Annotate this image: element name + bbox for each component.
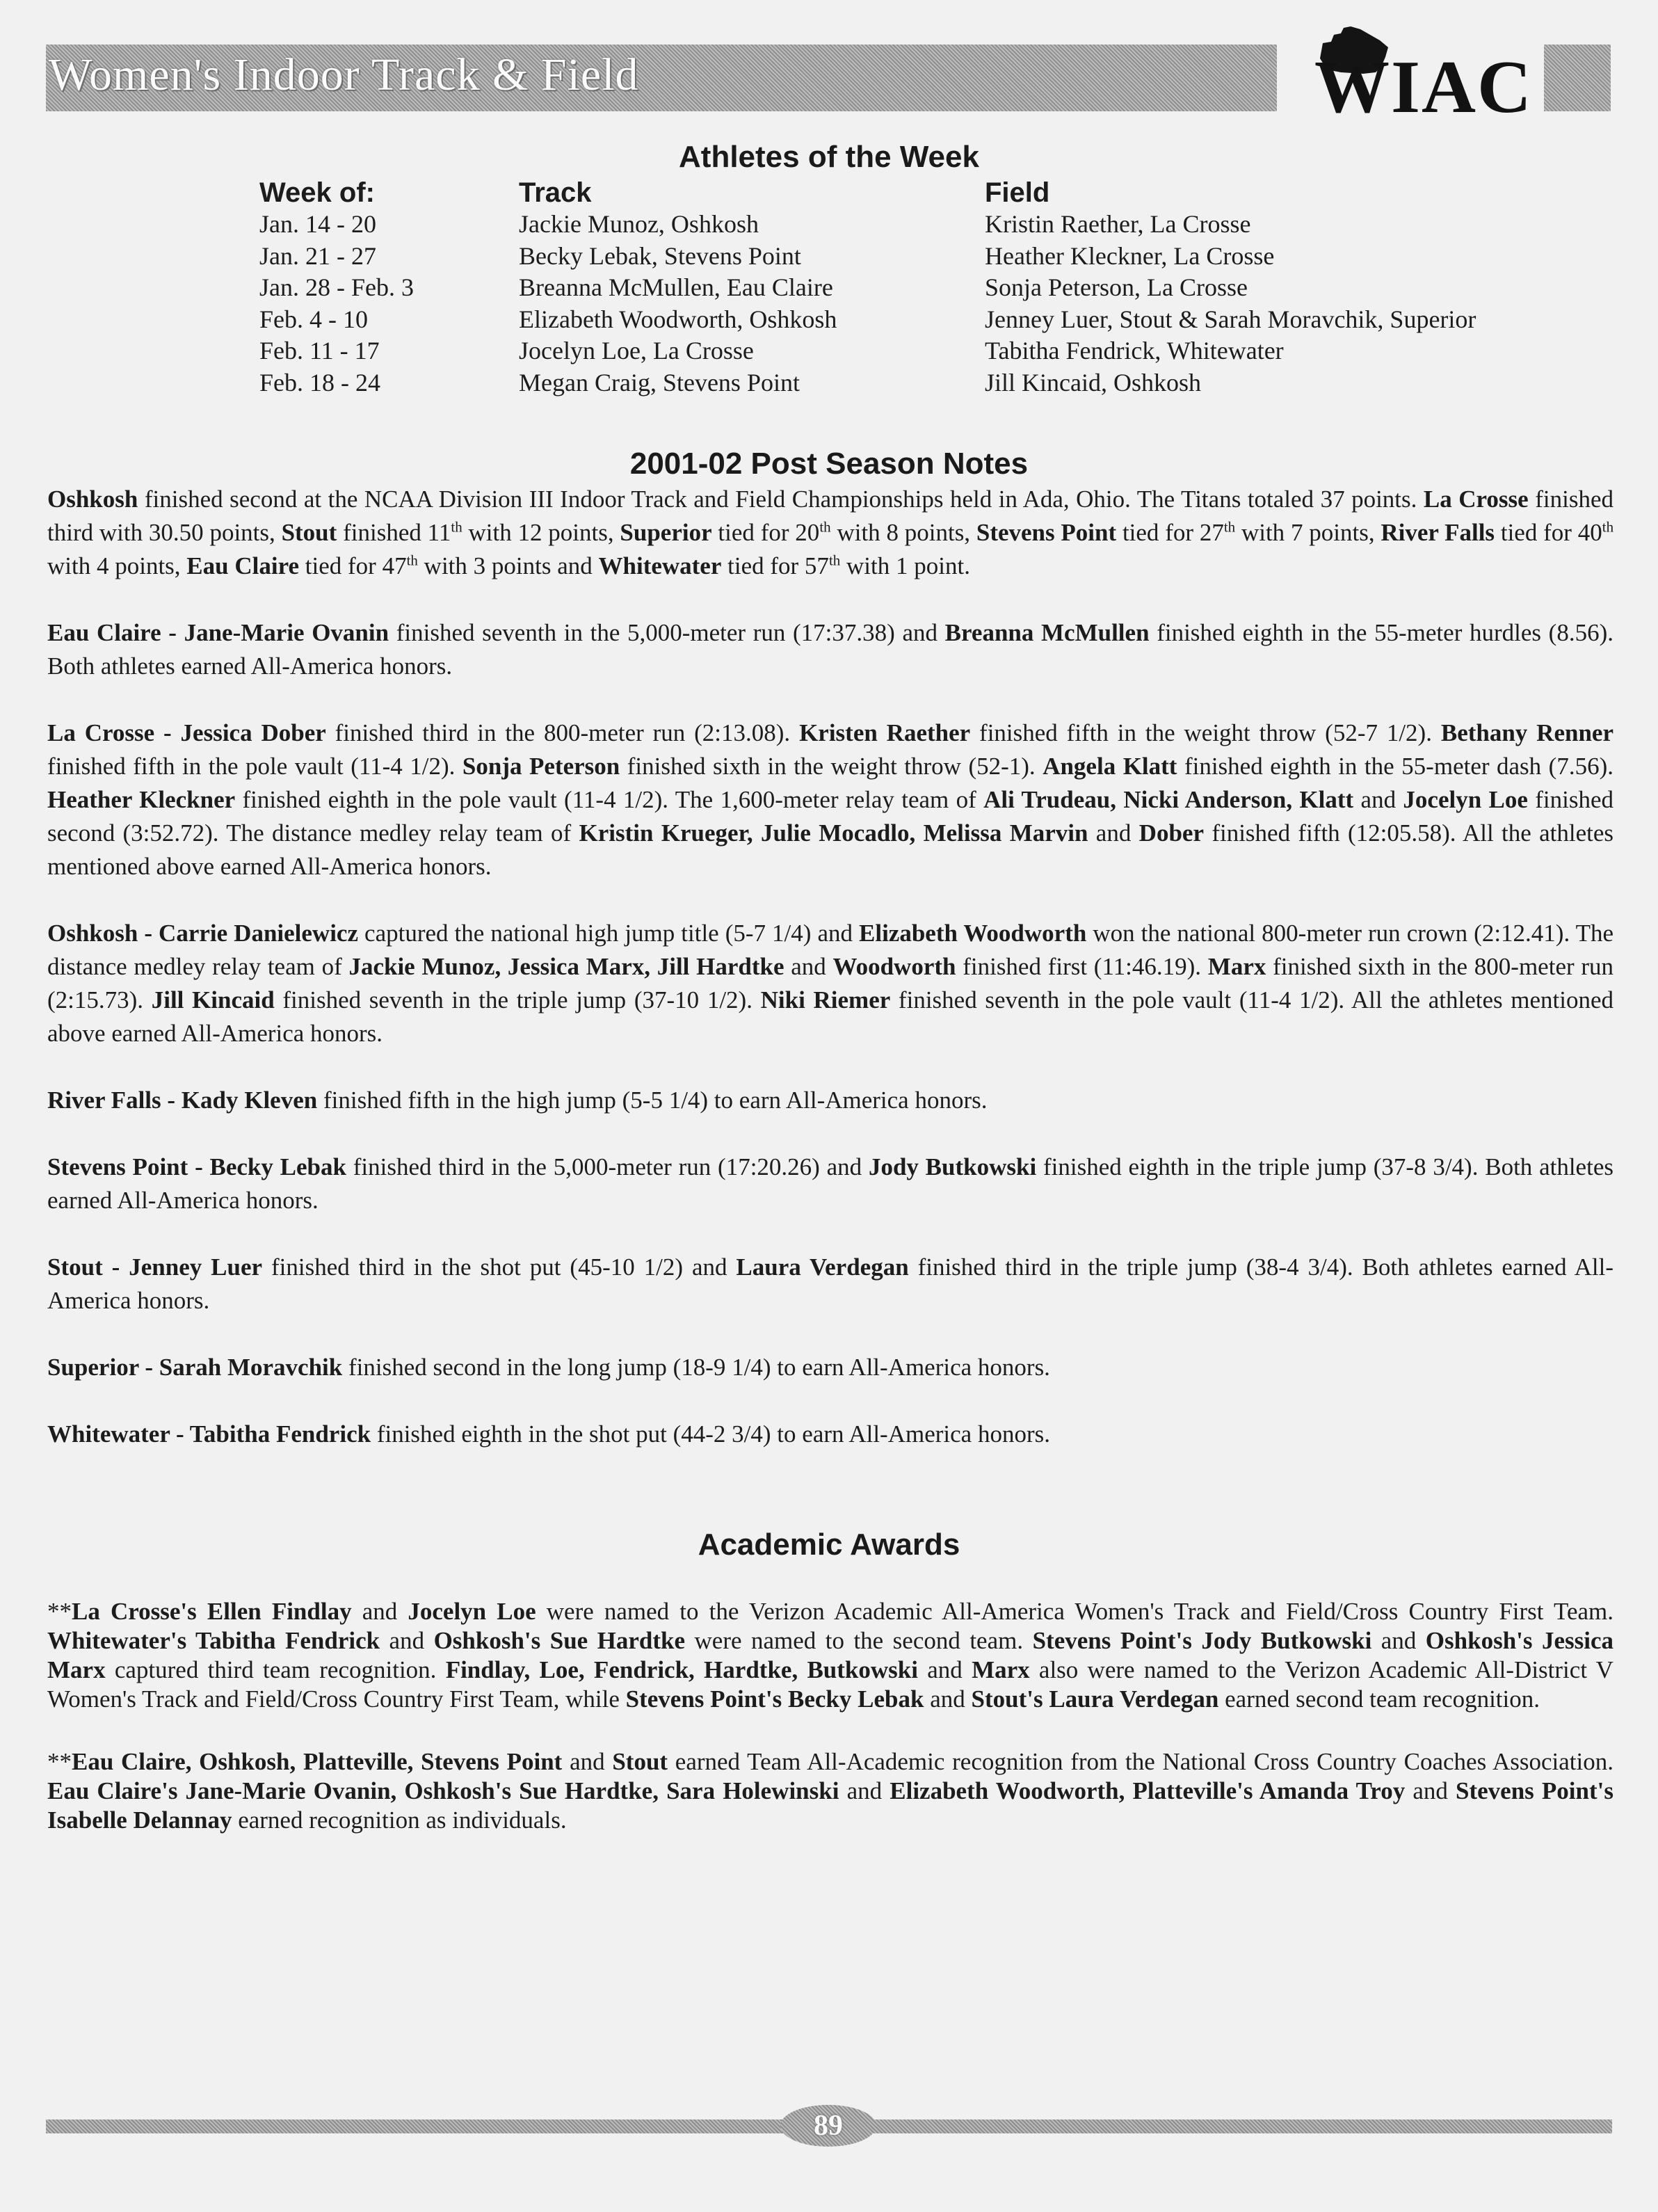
text-run: and xyxy=(1371,1627,1426,1654)
week-cell: Jan. 21 - 27 xyxy=(259,241,376,270)
text-run: tied for 47 xyxy=(299,552,407,579)
text-run: captured the national high jump title (5-7 1/4) and xyxy=(358,920,860,947)
bold-name-run: Jody Butkowski xyxy=(868,1153,1037,1180)
text-run: tied for 40 xyxy=(1495,519,1602,546)
week-cell: Feb. 11 - 17 xyxy=(259,337,380,365)
track-cell: Elizabeth Woodworth, Oshkosh xyxy=(519,305,837,333)
bold-name-run: Eau Claire xyxy=(186,552,300,579)
athletes-of-week-heading: Athletes of the Week xyxy=(679,140,979,174)
wiac-logo xyxy=(1292,15,1536,127)
note-paragraph xyxy=(47,917,1613,1050)
bold-name-run: Bethany Renner xyxy=(1440,719,1613,746)
track-column-header: Track xyxy=(519,177,592,208)
text-run: finished second (3:52.72). The distance medley relay team of xyxy=(47,786,1614,847)
bold-name-run: Sonja Peterson xyxy=(462,753,620,780)
text-run: finished fifth in the weight throw (52-7 1/2). xyxy=(970,719,1441,746)
bold-name-run: Stevens Point - Becky Lebak xyxy=(47,1153,346,1180)
academic-awards-notes xyxy=(47,1597,1613,1868)
bold-name-run: Eau Claire - Jane-Marie Ovanin xyxy=(47,619,389,646)
text-run: and xyxy=(562,1748,613,1775)
note-paragraph xyxy=(47,616,1613,683)
track-cell: Jackie Munoz, Oshkosh xyxy=(519,210,759,238)
text-run: tied for 57 xyxy=(721,552,829,579)
bold-name-run: Oshkosh - Carrie Danielewicz xyxy=(47,920,359,947)
text-run: with 8 points, xyxy=(830,519,976,546)
bold-name-run: Dober xyxy=(1138,819,1204,847)
post-season-notes xyxy=(47,483,1613,1484)
footer-rule-right xyxy=(874,2119,1612,2133)
bold-name-run: Marx xyxy=(972,1656,1030,1683)
text-run: th xyxy=(1602,518,1614,536)
field-cell: Tabitha Fendrick, Whitewater xyxy=(985,337,1284,365)
bold-name-run: Jocelyn Loe xyxy=(1403,786,1528,813)
bold-name-run: Stout xyxy=(612,1748,668,1775)
track-column xyxy=(519,177,837,399)
bold-name-run: Stevens Point's Becky Lebak xyxy=(625,1685,924,1713)
banner-end-block xyxy=(1544,45,1611,111)
week-column-header: Week of: xyxy=(259,177,375,208)
bold-name-run: Marx xyxy=(1207,953,1266,980)
bold-name-run: Ali Trudeau, Nicki Anderson, Klatt xyxy=(983,786,1354,813)
bold-name-run: Laura Verdegan xyxy=(736,1253,909,1281)
text-run: th xyxy=(819,518,831,536)
bold-name-run: Niki Riemer xyxy=(760,986,891,1013)
text-run: tied for 27 xyxy=(1116,519,1224,546)
text-run: finished third with 30.50 points, xyxy=(47,486,1613,546)
field-column-header: Field xyxy=(985,177,1050,208)
text-run: with 7 points, xyxy=(1235,519,1381,546)
text-run: th xyxy=(828,552,841,569)
page-title: Women's Indoor Track & Field xyxy=(49,49,639,100)
bold-name-run: Kristen Raether xyxy=(799,719,971,746)
text-run: also were named to the Verizon Academic All-District V Women's Track and Field/Cross Country First Team, while xyxy=(47,1656,1613,1713)
text-run: captured third team recognition. xyxy=(105,1656,446,1683)
bold-name-run: Whitewater's Tabitha Fendrick xyxy=(47,1627,380,1654)
note-paragraph xyxy=(47,483,1613,583)
text-run: finished fifth in the pole vault (11-4 1/2). xyxy=(47,753,462,780)
field-cell: Kristin Raether, La Crosse xyxy=(985,210,1251,238)
bold-name-run: Superior xyxy=(620,519,712,546)
logo-text: WIAC xyxy=(1314,46,1534,129)
week-cell: Jan. 14 - 20 xyxy=(259,210,376,238)
text-run: with 4 points, xyxy=(47,552,187,579)
bold-name-run: Jill Kincaid xyxy=(151,986,275,1013)
track-cell: Megan Craig, Stevens Point xyxy=(519,368,800,396)
field-cell: Jenney Luer, Stout & Sarah Moravchik, Superior xyxy=(985,305,1476,333)
field-cell: Jill Kincaid, Oshkosh xyxy=(985,368,1201,396)
bold-name-run: Jackie Munoz, Jessica Marx, Jill Hardtke xyxy=(348,953,784,980)
note-paragraph xyxy=(47,1251,1613,1317)
bold-name-run: Oshkosh's Sue Hardtke xyxy=(433,1627,686,1654)
bold-name-run: Jocelyn Loe xyxy=(408,1598,536,1625)
bold-name-run: La Crosse xyxy=(1423,486,1529,513)
bold-name-run: La Crosse's Ellen Findlay xyxy=(72,1598,352,1625)
field-column xyxy=(985,177,1476,399)
text-run: finished eighth in the 55-meter dash (7.56). xyxy=(1177,753,1613,780)
bold-name-run: Angela Klatt xyxy=(1043,753,1177,780)
bold-name-run: Stevens Point's Isabelle Delannay xyxy=(47,1777,1613,1834)
text-run: finished first (11:46.19). xyxy=(956,953,1208,980)
note-paragraph xyxy=(47,716,1613,883)
text-run: finished eighth in the shot put (44-2 3/4) to earn All-America honors. xyxy=(371,1420,1050,1448)
bold-name-run: Stout's Laura Verdegan xyxy=(971,1685,1219,1713)
text-run: finished eighth in the triple jump (37-8 3/4). Both athletes earned All-America honors. xyxy=(47,1153,1613,1214)
bold-name-run: La Crosse - Jessica Dober xyxy=(47,719,326,746)
text-run: finished fifth (12:05.58). All the athletes mentioned above earned All-America honors. xyxy=(47,819,1613,880)
note-paragraph xyxy=(47,1351,1613,1384)
bold-name-run: Elizabeth Woodworth, Platteville's Amanda Troy xyxy=(890,1777,1406,1804)
text-run: and xyxy=(924,1685,972,1713)
note-paragraph xyxy=(47,1418,1613,1451)
text-run: ** xyxy=(47,1748,72,1775)
bold-name-run: Eau Claire's Jane-Marie Ovanin, Oshkosh's Sue Hardtke, Sara Holewinski xyxy=(47,1777,839,1804)
text-run: won the national 800-meter run crown (2:12.41). The distance medley relay team of xyxy=(47,920,1614,980)
text-run: th xyxy=(451,518,462,536)
track-cell: Becky Lebak, Stevens Point xyxy=(519,241,801,270)
academic-awards-heading: Academic Awards xyxy=(698,1528,960,1562)
text-run: with 12 points, xyxy=(462,519,620,546)
text-run: finished eighth in the pole vault (11-4 1/2). The 1,600-meter relay team of xyxy=(235,786,984,813)
text-run: finished third in the 5,000-meter run (17:20.26) and xyxy=(346,1153,869,1180)
bold-name-run: Eau Claire, Oshkosh, Platteville, Stevens Point xyxy=(72,1748,563,1775)
page-number: 89 xyxy=(814,2110,843,2142)
text-run: finished second at the NCAA Division III Indoor Track and Field Championships held in Ada, Ohio. The Titans totaled 37 points. xyxy=(138,486,1424,513)
text-run: finished seventh in the pole vault (11-4 1/2). All the athletes mentioned above earned All-America honors. xyxy=(47,986,1614,1047)
bold-name-run: Breanna McMullen xyxy=(944,619,1150,646)
bold-name-run: Stevens Point xyxy=(976,519,1117,546)
note-paragraph xyxy=(47,1747,1613,1835)
bold-name-run: Stout xyxy=(281,519,337,546)
text-run: tied for 20 xyxy=(711,519,820,546)
text-run: finished seventh in the triple jump (37-10 1/2). xyxy=(274,986,761,1013)
week-cell: Feb. 4 - 10 xyxy=(259,305,368,333)
text-run: and xyxy=(1088,819,1139,847)
text-run: finished eighth in the 55-meter hurdles (8.56). Both athletes earned All-America honors. xyxy=(47,619,1613,680)
text-run: earned recognition as individuals. xyxy=(232,1806,567,1834)
text-run: finished 11 xyxy=(337,519,451,546)
bold-name-run: Whitewater xyxy=(598,552,722,579)
bold-name-run: Whitewater - Tabitha Fendrick xyxy=(47,1420,371,1448)
text-run: finished third in the triple jump (38-4 3/4). Both athletes earned All-America honors. xyxy=(47,1253,1613,1314)
bold-name-run: Heather Kleckner xyxy=(47,786,236,813)
bold-name-run: River Falls xyxy=(1381,519,1495,546)
text-run: with 3 points and xyxy=(417,552,599,579)
note-paragraph xyxy=(47,1151,1613,1217)
footer-rule-left xyxy=(46,2119,783,2133)
bold-name-run: Findlay, Loe, Fendrick, Hardtke, Butkowski xyxy=(445,1656,918,1683)
text-run: and xyxy=(351,1598,408,1625)
bold-name-run: Stout - Jenney Luer xyxy=(47,1253,263,1281)
bold-name-run: Elizabeth Woodworth xyxy=(859,920,1087,947)
text-run: and xyxy=(1353,786,1403,813)
text-run: earned second team recognition. xyxy=(1218,1685,1540,1713)
bold-name-run: Woodworth xyxy=(832,953,956,980)
bold-name-run: Oshkosh xyxy=(47,486,138,513)
text-run: and xyxy=(917,1656,972,1683)
week-cell: Jan. 28 - Feb. 3 xyxy=(259,273,414,302)
text-run: were named to the second team. xyxy=(685,1627,1033,1654)
bold-name-run: Stevens Point's Jody Butkowski xyxy=(1032,1627,1372,1654)
text-run: finished fifth in the high jump (5-5 1/4) to earn All-America honors. xyxy=(317,1087,988,1114)
week-cell: Feb. 18 - 24 xyxy=(259,368,380,396)
bold-name-run: Oshkosh's Jessica Marx xyxy=(47,1627,1614,1683)
text-run: were named to the Verizon Academic All-America Women's Track and Field/Cross Country First Team. xyxy=(536,1598,1613,1625)
text-run: and xyxy=(784,953,833,980)
text-run: finished sixth in the 800-meter run (2:15.73). xyxy=(47,953,1614,1013)
text-run: and xyxy=(839,1777,890,1804)
field-cell: Sonja Peterson, La Crosse xyxy=(985,273,1248,302)
text-run: finished third in the shot put (45-10 1/2) and xyxy=(262,1253,737,1281)
text-run: finished third in the 800-meter run (2:13.08). xyxy=(325,719,800,746)
bold-name-run: Superior - Sarah Moravchik xyxy=(47,1354,343,1381)
note-paragraph xyxy=(47,1084,1613,1117)
text-run: ** xyxy=(47,1598,72,1625)
text-run: and xyxy=(380,1627,434,1654)
note-paragraph xyxy=(47,1597,1613,1714)
text-run: finished second in the long jump (18-9 1/4) to earn All-America honors. xyxy=(342,1354,1050,1381)
text-run: with 1 point. xyxy=(840,552,970,579)
post-season-heading: 2001-02 Post Season Notes xyxy=(629,447,1029,481)
text-run: finished seventh in the 5,000-meter run (17:37.38) and xyxy=(389,619,945,646)
week-column xyxy=(259,177,414,399)
bold-name-run: River Falls - Kady Kleven xyxy=(47,1087,318,1114)
track-cell: Breanna McMullen, Eau Claire xyxy=(519,273,833,302)
text-run: th xyxy=(1223,518,1236,536)
text-run: finished sixth in the weight throw (52-1). xyxy=(620,753,1043,780)
field-cell: Heather Kleckner, La Crosse xyxy=(985,241,1275,270)
text-run: earned Team All-Academic recognition from the National Cross Country Coaches Association. xyxy=(668,1748,1613,1775)
track-cell: Jocelyn Loe, La Crosse xyxy=(519,337,754,365)
bold-name-run: Kristin Krueger, Julie Mocadlo, Melissa Marvin xyxy=(579,819,1088,847)
text-run: th xyxy=(406,552,418,569)
text-run: and xyxy=(1405,1777,1456,1804)
